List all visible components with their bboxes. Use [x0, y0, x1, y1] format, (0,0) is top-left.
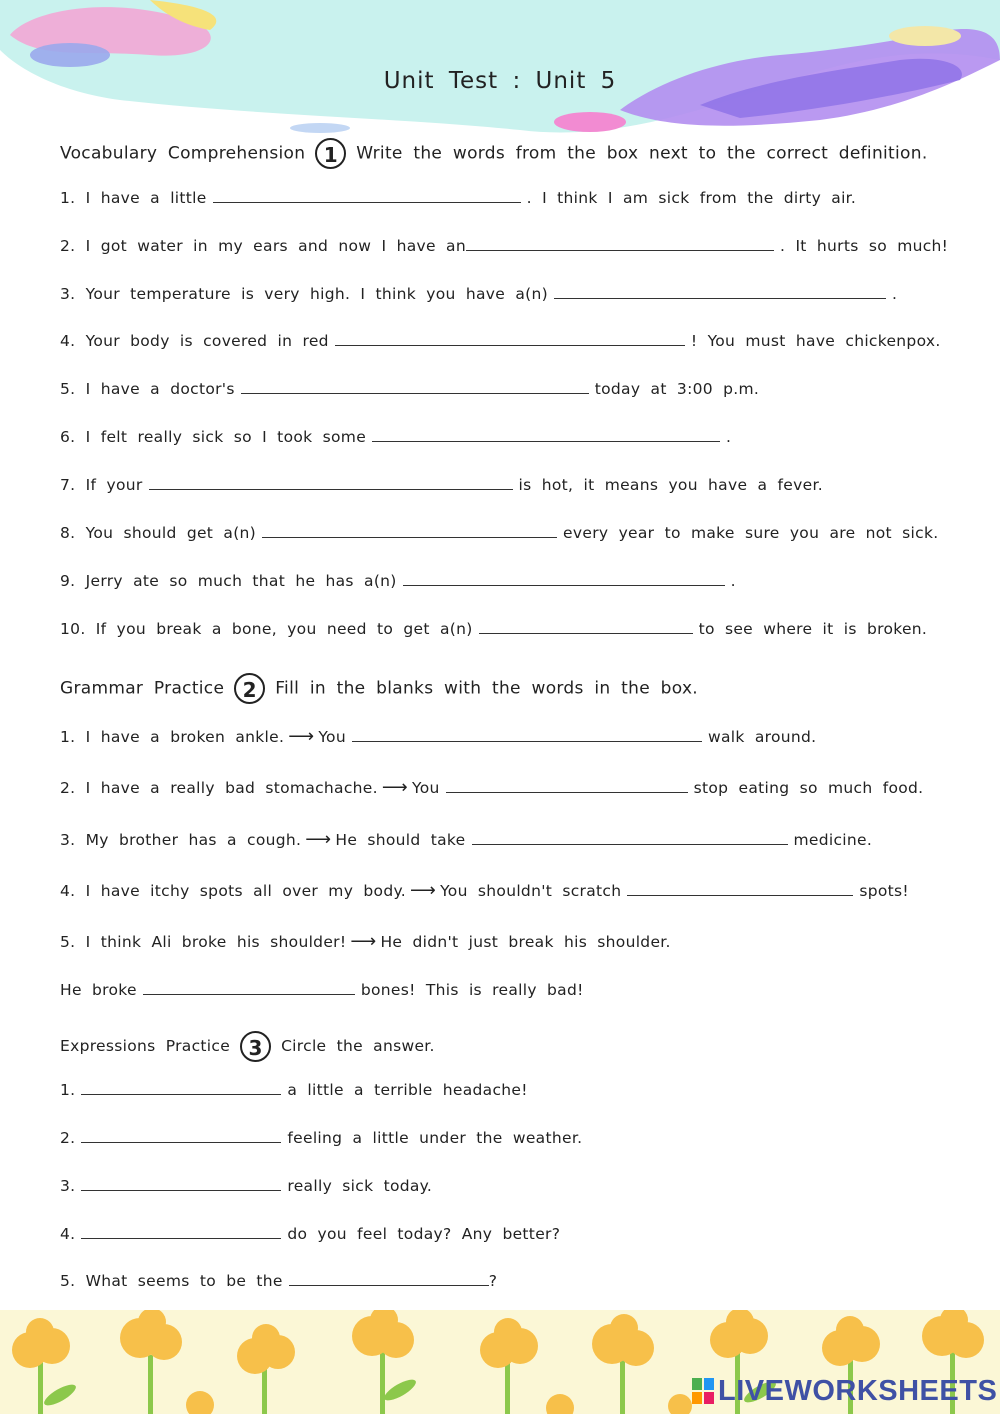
item-text: feeling a little under the weather.: [287, 1129, 583, 1147]
item-text: He didn't just break his shoulder.: [380, 933, 671, 951]
item-text: 5. I have a doctor's: [60, 380, 235, 398]
section-vocab-instruction: Write the words from the box next to the correct definition.: [356, 143, 928, 164]
answer-blank[interactable]: [466, 237, 774, 251]
liveworksheets-logo: [692, 1374, 997, 1408]
vocab-item: [60, 236, 948, 256]
answer-blank[interactable]: [289, 1272, 489, 1286]
item-text: a little a terrible headache!: [287, 1081, 528, 1099]
item-text: He broke: [60, 981, 137, 999]
item-text: 4. Your body is covered in red: [60, 332, 329, 350]
expression-item: [60, 1128, 582, 1148]
answer-blank[interactable]: [472, 831, 788, 845]
item-text: 4. I have itchy spots all over my body.: [60, 882, 406, 900]
section-expressions-header: [60, 1031, 435, 1062]
answer-blank[interactable]: [352, 728, 702, 742]
answer-blank[interactable]: [335, 332, 685, 346]
answer-blank[interactable]: [479, 620, 693, 634]
vocab-item: [60, 427, 731, 447]
section-expressions-label: Expressions Practice: [60, 1037, 231, 1055]
item-text: 2.: [60, 1129, 76, 1147]
item-text: 3. My brother has a cough.: [60, 831, 302, 849]
section-grammar-label: Grammar Practice: [60, 678, 225, 699]
section-grammar-header: [60, 673, 698, 704]
item-text: He should take: [335, 831, 466, 849]
item-text: 6. I felt really sick so I took some: [60, 428, 367, 446]
vocab-item: [60, 571, 736, 591]
item-text: walk around.: [707, 728, 817, 746]
item-text: . It hurts so much!: [779, 237, 949, 255]
section-expressions-instruction: Circle the answer.: [281, 1037, 435, 1055]
grammar-item: [60, 932, 671, 952]
expression-item: [60, 1176, 432, 1196]
arrow-right-icon: ⟶: [305, 829, 332, 850]
grammar-item: [60, 830, 872, 850]
grammar-item-continued: [60, 980, 584, 1000]
item-text: do you feel today? Any better?: [287, 1225, 561, 1243]
item-text: 2. I got water in my ears and now I have an: [60, 237, 466, 255]
vocab-item: [60, 475, 823, 495]
vocab-item: [60, 331, 941, 351]
answer-blank[interactable]: [81, 1081, 281, 1095]
answer-blank[interactable]: [627, 882, 853, 896]
grammar-item: [60, 727, 816, 747]
item-text: 10. If you break a bone, you need to get a(n): [60, 620, 473, 638]
arrow-right-icon: ⟶: [288, 726, 315, 747]
item-text: You: [411, 779, 440, 797]
expression-item: [60, 1224, 560, 1244]
answer-blank[interactable]: [81, 1129, 281, 1143]
item-text: You shouldn't scratch: [440, 882, 622, 900]
logo-text: LIVEWORKSHEETS: [718, 1374, 998, 1407]
item-text: is hot, it means you have a fever.: [518, 476, 823, 494]
grammar-item: [60, 778, 923, 798]
item-text: .: [891, 285, 898, 303]
answer-blank[interactable]: [554, 285, 886, 299]
item-text: really sick today.: [287, 1177, 433, 1195]
item-text: 5. I think Ali broke his shoulder!: [60, 933, 347, 951]
section-number-badge: 2: [234, 673, 265, 704]
answer-blank[interactable]: [372, 428, 720, 442]
item-text: ?: [488, 1272, 498, 1290]
item-text: 7. If your: [60, 476, 143, 494]
arrow-right-icon: ⟶: [381, 777, 408, 798]
item-text: today at 3:00 p.m.: [594, 380, 760, 398]
expression-item: [60, 1271, 497, 1291]
item-text: 3.: [60, 1177, 76, 1195]
item-text: bones! This is really bad!: [360, 981, 584, 999]
item-text: 5. What seems to be the: [60, 1272, 283, 1290]
vocab-item: [60, 284, 897, 304]
item-text: 1.: [60, 1081, 76, 1099]
section-number-badge: 1: [315, 138, 346, 169]
item-text: 4.: [60, 1225, 76, 1243]
item-text: ! You must have chickenpox.: [690, 332, 941, 350]
liveworksheets-logo-icon: [692, 1378, 714, 1404]
item-text: 9. Jerry ate so much that he has a(n): [60, 572, 397, 590]
section-vocab-label: Vocabulary Comprehension: [60, 143, 306, 164]
item-text: stop eating so much food.: [693, 779, 924, 797]
page-title: Unit Test : Unit 5: [383, 68, 617, 94]
answer-blank[interactable]: [81, 1225, 281, 1239]
arrow-right-icon: ⟶: [409, 880, 437, 901]
item-text: .: [730, 572, 736, 590]
section-grammar-instruction: Fill in the blanks with the words in the box.: [275, 678, 699, 699]
item-text: 1. I have a little: [60, 189, 207, 207]
arrow-right-icon: ⟶: [350, 931, 377, 952]
item-text: 8. You should get a(n): [60, 524, 257, 542]
vocab-item: [60, 523, 938, 543]
answer-blank[interactable]: [446, 779, 688, 793]
answer-blank[interactable]: [213, 189, 521, 203]
answer-blank[interactable]: [149, 476, 513, 490]
grammar-item: [60, 881, 909, 901]
item-text: to see where it is broken.: [698, 620, 928, 638]
item-text: spots!: [859, 882, 909, 900]
answer-blank[interactable]: [81, 1177, 281, 1191]
item-text: .: [726, 428, 732, 446]
expression-item: [60, 1080, 528, 1100]
vocab-item: [60, 379, 759, 399]
answer-blank[interactable]: [143, 981, 355, 995]
answer-blank[interactable]: [241, 380, 589, 394]
item-text: 1. I have a broken ankle.: [60, 728, 285, 746]
vocab-item: [60, 188, 856, 208]
item-text: . I think I am sick from the dirty air.: [526, 189, 857, 207]
item-text: You: [318, 728, 346, 746]
answer-blank[interactable]: [262, 524, 557, 538]
section-number-badge: 3: [240, 1031, 271, 1062]
item-text: every year to make sure you are not sick.: [563, 524, 939, 542]
item-text: 2. I have a really bad stomachache.: [60, 779, 378, 797]
answer-blank[interactable]: [403, 572, 725, 586]
vocab-item: [60, 619, 927, 639]
item-text: 3. Your temperature is very high. I think you have a(n): [60, 285, 548, 303]
item-text: medicine.: [793, 831, 873, 849]
section-vocab-header: [60, 138, 928, 169]
